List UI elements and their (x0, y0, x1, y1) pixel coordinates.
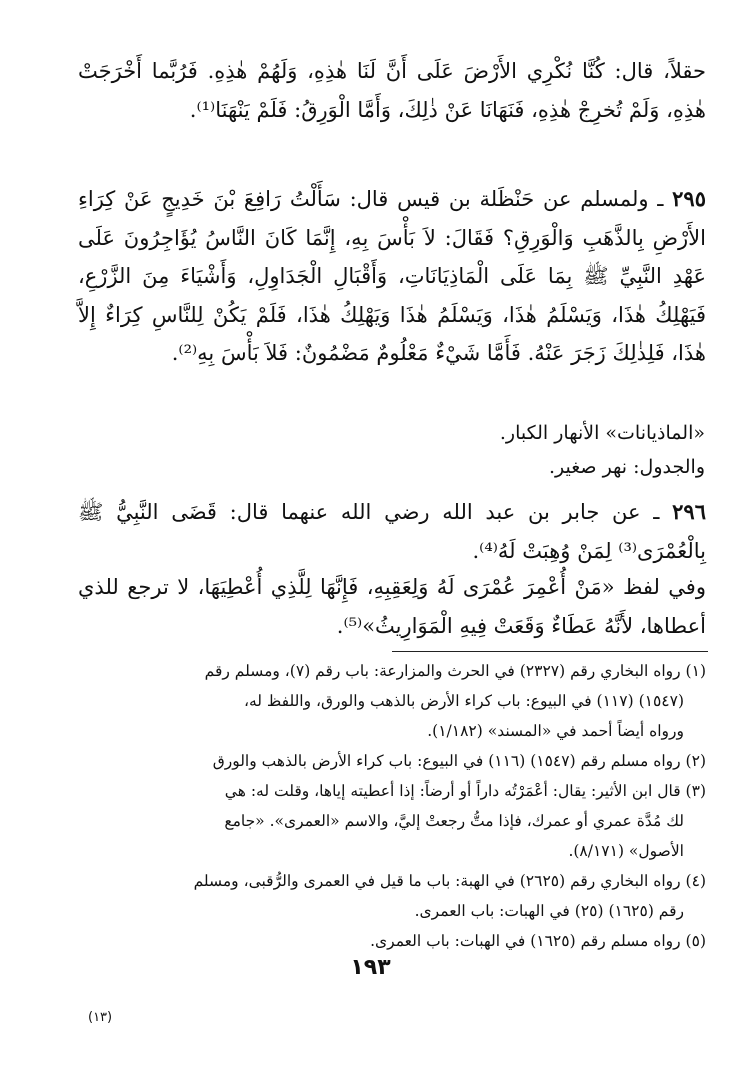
footnotes (78, 656, 706, 956)
footnote-4 (78, 866, 706, 926)
footnote-line (78, 746, 706, 776)
footnote-line (78, 866, 706, 896)
hadith-text: ـ عن جابر بن عبد الله رضي الله عنهما قال: قَضَى النَّبِيُّ ﷺ بِالْعُمْرَى⁽³⁾ لِمَنْ وُهِبَتْ لَهُ⁽⁴⁾. (78, 500, 706, 563)
footnote-line (78, 656, 706, 686)
footnote-divider (392, 651, 708, 652)
footnote-text: قال ابن الأثير: يقال: أعْمَرْتُه داراً أو أرضاً: إذا أعطيته إياها، وقلت له: هي (224, 782, 681, 800)
paragraph-continuation (78, 52, 706, 129)
hadith-number: ٢٩٦ (672, 499, 706, 524)
printer-signature-mark: (١٣) (88, 1010, 113, 1025)
footnote-2 (78, 746, 706, 776)
footnote-line: ورواه أيضاً أحمد في «المسند» (١/١٨٢). (427, 722, 684, 740)
footnote-text: رواه البخاري رقم (٢٣٢٧) في الحرث والمزارعة: باب رقم (٧)، ومسلم رقم (204, 662, 681, 680)
footnote-marker: (٤) (685, 872, 706, 890)
footnote-3 (78, 776, 706, 866)
footnote-text: رواه مسلم رقم (١٦٢٥) في الهبات: باب العمرى. (370, 932, 681, 950)
footnote-marker: (٢) (685, 752, 706, 770)
gloss-jadwal: والجدول: نهر صغير. (548, 456, 705, 478)
footnote-line: الأصول» (٨/١٧١). (568, 842, 684, 860)
footnote-line: رقم (١٦٢٥) (٢٥) في الهبات: باب العمرى. (414, 902, 684, 920)
footnote-text: رواه البخاري رقم (٢٦٢٥) في الهبة: باب ما قيل في العمرى والرُّقبى، ومسلم (193, 872, 681, 890)
footnote-1 (78, 656, 706, 746)
footnote-5 (78, 926, 706, 956)
hadith-text: ـ ولمسلم عن حَنْظَلة بن قيس قال: سَأَلْتُ رَافِعَ بْنَ خَدِيجٍ عَنْ كِرَاءِ الأَرْضِ بِالذَّهَبِ وَالْوَرِقِ؟ فَقَالَ: لاَ بَأْسَ بِهِ، إِنَّمَا كَانَ النَّاسُ يُؤَاجِرُونَ عَلَى عَهْدِ النَّبِيِّ ﷺ بِمَا عَلَى الْمَاذِيَانَاتِ، وَأَقْبَالِ الْجَدَاوِلِ، وَأَشْيَاءَ مِنَ الزَّرْعِ، فَيَهْلِكُ هٰذَا، وَيَسْلَمُ هٰذَا، وَيَسْلَمُ هٰذَا وَيَهْلِكُ هٰذَا، فَلَمْ يَكُنْ لِلنَّاسِ كِرَاءٌ إِلاَّ هٰذَا، فَلِذٰلِكَ زَجَرَ عَنْهُ. فَأَمَّا شَيْءٌ مَعْلُومٌ مَضْمُونٌ: فَلاَ بَأْسَ بِهِ⁽²⁾. (78, 187, 706, 365)
hadith-number: ٢٩٥ (672, 186, 706, 211)
footnote-marker: (٥) (685, 932, 706, 950)
footnote-line (78, 776, 706, 806)
page-number: ١٩٣ (350, 955, 391, 980)
footnote-line: (١٥٤٧) (١١٧) في البيوع: باب كراء الأرض بالذهب والورق، واللفظ له، (243, 692, 684, 710)
hadith-295 (78, 180, 706, 373)
footnote-line (78, 926, 706, 956)
gloss-madhiyanat: «الماذيانات» الأنهار الكبار. (499, 422, 705, 444)
hadith-variant-wording: وفي لفظ «مَنْ أُعْمِرَ عُمْرَى لَهُ وَلِعَقِبِهِ، فَإِنَّهَا لِلَّذِي أُعْطِيَهَا، لا ترجع للذي أعطاها، لأَنَّهُ عَطَاءٌ وَقَعَتْ فِيهِ الْمَوَارِيثُ»⁽⁵⁾. (78, 575, 706, 638)
footnote-marker: (٣) (685, 782, 706, 800)
footnote-marker: (١) (685, 662, 706, 680)
footnote-line: لك مُدَّة عمري أو عمرك، فإذا متُّ رجعتْ إليَّ، والاسم «العمرى». «جامع (224, 812, 684, 830)
paragraph-text: حقلاً، قال: كُنَّا نُكْرِي الأَرْضَ عَلَى أَنَّ لَنَا هٰذِهِ، وَلَهُمْ هٰذِهِ. فَرُبَّما أَخْرَجَتْ هٰذِهِ، وَلَمْ تُخرِجْ هٰذِهِ، فَنَهَانَا عَنْ ذٰلِكَ، وَأَمَّا الْوَرِقُ: فَلَمْ يَنْهَنَا⁽¹⁾. (78, 59, 706, 122)
footnote-text: رواه مسلم رقم (١٥٤٧) (١١٦) في البيوع: باب كراء الأرض بالذهب والورق (212, 752, 681, 770)
hadith-296 (78, 493, 706, 570)
